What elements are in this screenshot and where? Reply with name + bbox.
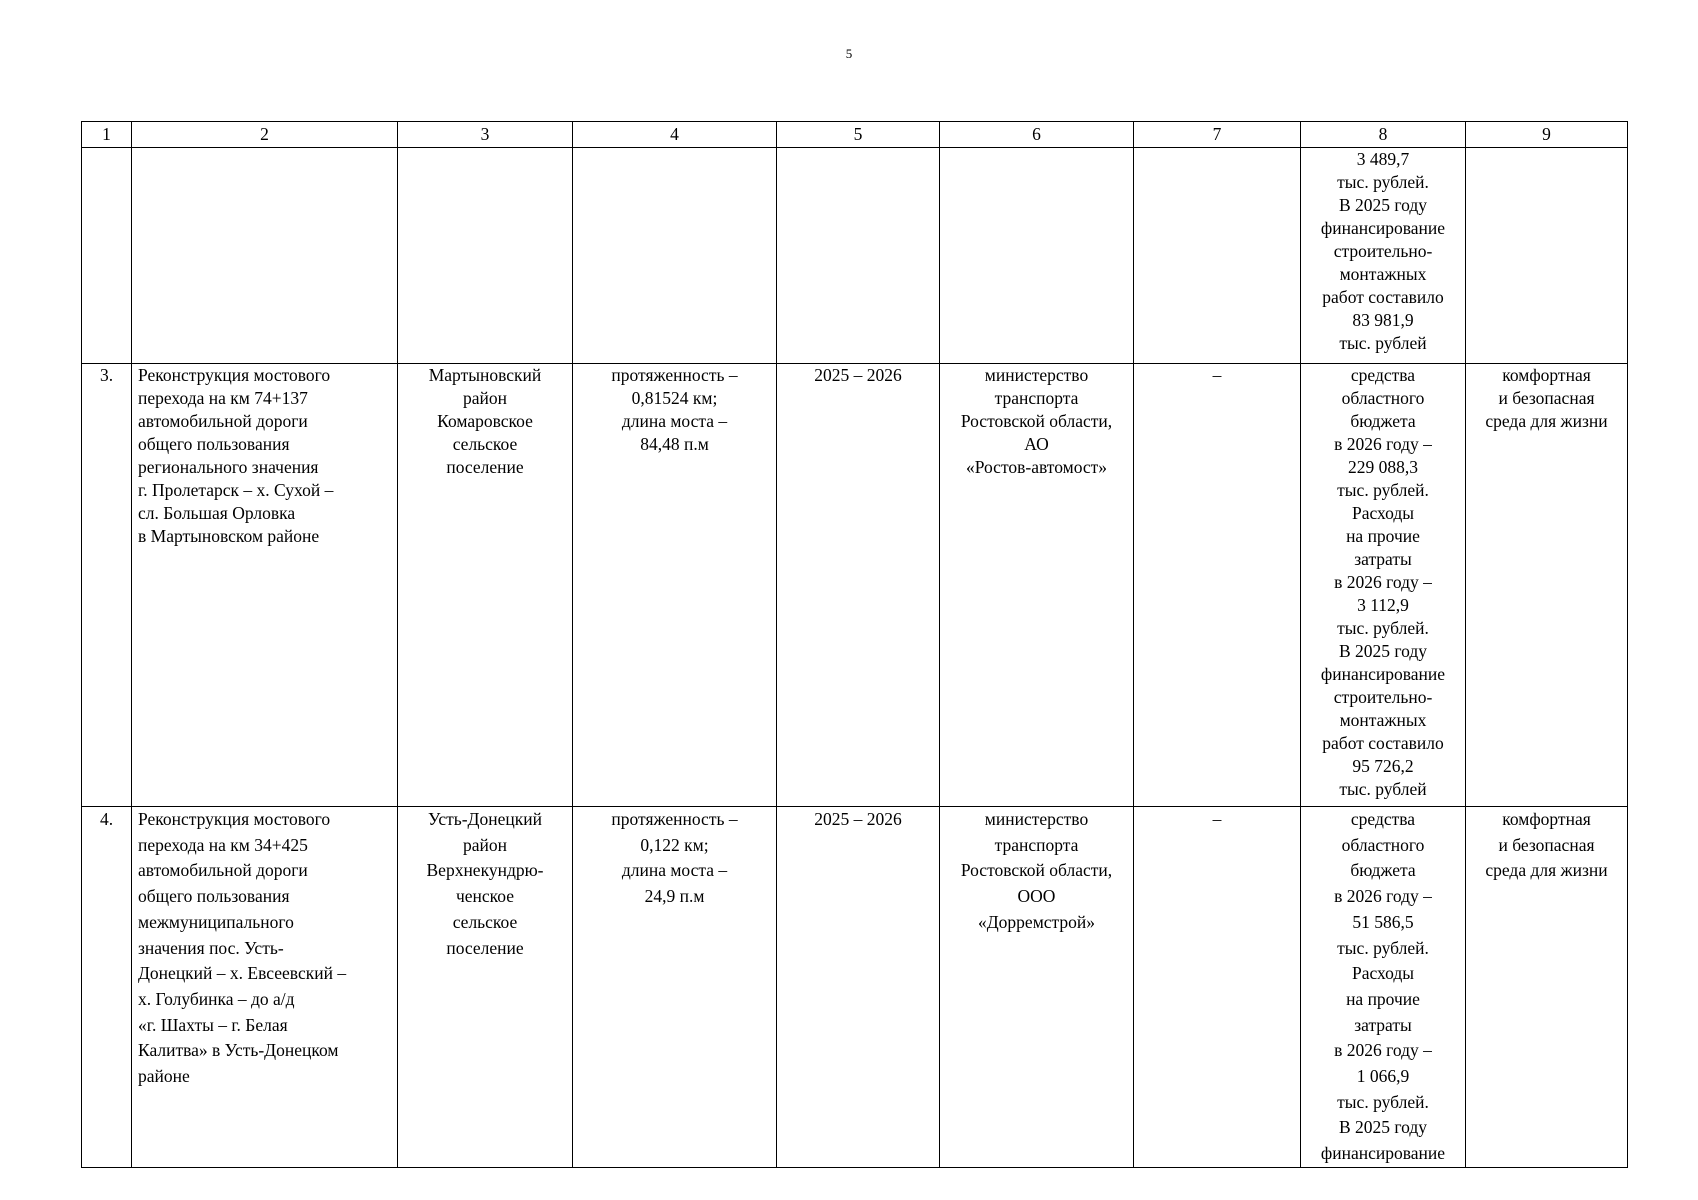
- table-header-row: [82, 122, 1628, 148]
- column-7-cell: [1134, 148, 1301, 364]
- cell-text-line: Комаровское: [437, 411, 533, 431]
- column-header: 9: [1466, 122, 1628, 148]
- location-cell: [398, 148, 573, 364]
- cell-text-line: в 2026 году –: [1334, 572, 1432, 592]
- cell-text-line: на прочие: [1346, 988, 1420, 1009]
- cell-text-line: протяженность –: [611, 365, 738, 385]
- row-number-cell: 3.: [82, 364, 132, 807]
- cell-text-line: монтажных: [1339, 710, 1427, 730]
- cell-text-line: тыс. рублей.: [1337, 172, 1429, 192]
- cell-text-line: 51 586,5: [1352, 911, 1414, 932]
- object-name-cell: [132, 364, 398, 807]
- cell-text-line: министерство: [984, 809, 1089, 829]
- cell-text-line: сельское: [452, 434, 518, 454]
- data-table: [81, 121, 1628, 1168]
- cell-text-line: Мартыновский: [428, 365, 542, 385]
- period-cell: 2025 – 2026: [777, 364, 940, 807]
- cell-text-line: транспорта: [994, 834, 1079, 855]
- row-number-cell: [82, 148, 132, 364]
- cell-text-line: 0,81524 км;: [631, 388, 718, 408]
- cell-text-line: и безопасная: [1498, 834, 1595, 855]
- cell-text-line: Донецкий – х. Евсеевский –: [138, 963, 347, 984]
- cell-text-line: и безопасная: [1498, 388, 1595, 408]
- cell-text-line: тыс. рублей.: [1337, 480, 1429, 500]
- cell-text-line: Расходы: [1351, 503, 1415, 523]
- cell-text-line: в 2026 году –: [1334, 434, 1432, 454]
- capacity-cell: [573, 364, 777, 807]
- cell-text-line: Верхнекундрю-: [426, 860, 544, 881]
- cell-text-line: 229 088,3: [1348, 457, 1418, 477]
- cell-text-line: на прочие: [1346, 526, 1420, 546]
- cell-text-line: монтажных: [1339, 264, 1427, 284]
- cell-text-line: финансирование: [1320, 218, 1446, 238]
- cell-text-line: общего пользования: [138, 434, 290, 454]
- cell-text-line: ченское: [455, 886, 515, 907]
- cell-text-line: Расходы: [1351, 963, 1415, 984]
- cell-text-line: 84,48 п.м: [640, 434, 709, 454]
- table-row: [82, 148, 1628, 364]
- executor-cell: [940, 364, 1134, 807]
- period-cell: 2025 – 2026: [777, 807, 940, 1168]
- executor-cell: [940, 148, 1134, 364]
- cell-text-line: Ростовской области,: [960, 411, 1113, 431]
- cell-text-line: среда для жизни: [1485, 411, 1608, 431]
- cell-text-line: межмуниципального: [138, 911, 294, 932]
- capacity-cell: [573, 807, 777, 1168]
- column-7-cell: –: [1134, 807, 1301, 1168]
- cell-text-line: перехода на км 34+425: [138, 834, 308, 855]
- column-header: 1: [82, 122, 132, 148]
- cell-text-line: 83 981,9: [1352, 310, 1414, 330]
- column-header: 8: [1301, 122, 1466, 148]
- cell-text-line: «г. Шахты – г. Белая: [138, 1014, 288, 1035]
- cell-text-line: комфортная: [1502, 365, 1591, 385]
- capacity-cell: [573, 148, 777, 364]
- cell-text-line: сл. Большая Орловка: [138, 503, 296, 523]
- cell-text-line: в Мартыновском районе: [138, 526, 320, 546]
- cell-text-line: АО: [1024, 434, 1049, 454]
- cell-text-line: «Ростов-автомост»: [965, 457, 1108, 477]
- cell-text-line: тыс. рублей.: [1337, 618, 1429, 638]
- cell-text-line: Усть-Донецкий: [428, 809, 542, 829]
- cell-text-line: перехода на км 74+137: [138, 388, 308, 408]
- cell-text-line: министерство: [984, 365, 1089, 385]
- cell-text-line: бюджета: [1350, 860, 1416, 881]
- column-header: 5: [777, 122, 940, 148]
- cell-text-line: среда для жизни: [1485, 860, 1608, 881]
- cell-text-line: областного: [1341, 388, 1425, 408]
- cell-text-line: поселение: [446, 937, 524, 958]
- column-header: 2: [132, 122, 398, 148]
- page-number: 5: [845, 46, 853, 61]
- location-cell: [398, 807, 573, 1168]
- cell-text-line: длина моста –: [621, 411, 728, 431]
- cell-text-line: 1 066,9: [1356, 1066, 1410, 1087]
- cell-text-line: сельское: [452, 911, 518, 932]
- cell-text-line: 3 112,9: [1357, 595, 1409, 615]
- cell-text-line: тыс. рублей.: [1337, 937, 1429, 958]
- cell-text-line: работ составило: [1322, 287, 1444, 307]
- column-7-cell: –: [1134, 364, 1301, 807]
- funding-cell: [1301, 148, 1466, 364]
- result-cell: [1466, 364, 1628, 807]
- cell-text-line: Реконструкция мостового: [138, 365, 331, 385]
- cell-text-line: 3 489,7: [1356, 149, 1410, 169]
- result-cell: [1466, 807, 1628, 1168]
- funding-cell: [1301, 364, 1466, 807]
- cell-text-line: х. Голубинка – до а/д: [138, 988, 295, 1009]
- cell-text-line: финансирование: [1320, 664, 1446, 684]
- cell-text-line: областного: [1341, 834, 1425, 855]
- cell-text-line: финансирование: [1320, 1143, 1446, 1164]
- cell-text-line: строительно-: [1333, 687, 1433, 707]
- cell-text-line: длина моста –: [621, 860, 728, 881]
- cell-text-line: автомобильной дороги: [138, 860, 308, 881]
- cell-text-line: г. Пролетарск – х. Сухой –: [138, 480, 334, 500]
- cell-text-line: 95 726,2: [1352, 756, 1414, 776]
- cell-text-line: 0,122 км;: [640, 834, 709, 855]
- cell-text-line: тыс. рублей: [1339, 333, 1427, 353]
- cell-text-line: работ составило: [1322, 733, 1444, 753]
- funding-cell: [1301, 807, 1466, 1168]
- row-number-cell: 4.: [82, 807, 132, 1168]
- cell-text-line: значения пос. Усть-: [138, 937, 284, 958]
- cell-text-line: Ростовской области,: [960, 860, 1113, 881]
- cell-text-line: средства: [1350, 365, 1416, 385]
- cell-text-line: район: [463, 834, 507, 855]
- cell-text-line: затраты: [1354, 549, 1412, 569]
- cell-text-line: район: [463, 388, 507, 408]
- cell-text-line: затраты: [1354, 1014, 1412, 1035]
- cell-text-line: В 2025 году: [1338, 195, 1428, 215]
- location-cell: [398, 364, 573, 807]
- cell-text-line: в 2026 году –: [1334, 1040, 1432, 1061]
- column-header: 4: [573, 122, 777, 148]
- cell-text-line: ООО: [1017, 886, 1056, 907]
- cell-text-line: В 2025 году: [1338, 1117, 1428, 1138]
- cell-text-line: средства: [1350, 809, 1416, 829]
- cell-text-line: протяженность –: [611, 809, 738, 829]
- cell-text-line: строительно-: [1333, 241, 1433, 261]
- cell-text-line: транспорта: [994, 388, 1079, 408]
- cell-text-line: автомобильной дороги: [138, 411, 308, 431]
- cell-text-line: бюджета: [1350, 411, 1416, 431]
- cell-text-line: регионального значения: [138, 457, 319, 477]
- object-name-cell: [132, 807, 398, 1168]
- cell-text-line: в 2026 году –: [1334, 886, 1432, 907]
- column-header: 7: [1134, 122, 1301, 148]
- column-header: 3: [398, 122, 573, 148]
- cell-text-line: 24,9 п.м: [644, 886, 705, 907]
- cell-text-line: Калитва» в Усть-Донецком: [138, 1040, 339, 1061]
- cell-text-line: тыс. рублей.: [1337, 1091, 1429, 1112]
- table-row: [82, 364, 1628, 807]
- object-name-cell: [132, 148, 398, 364]
- period-cell: [777, 148, 940, 364]
- cell-text-line: общего пользования: [138, 886, 290, 907]
- cell-text-line: Реконструкция мостового: [138, 809, 331, 829]
- cell-text-line: районе: [138, 1066, 190, 1087]
- column-header: 6: [940, 122, 1134, 148]
- executor-cell: [940, 807, 1134, 1168]
- cell-text-line: тыс. рублей: [1339, 779, 1427, 799]
- result-cell: [1466, 148, 1628, 364]
- table-row: [82, 807, 1628, 1168]
- cell-text-line: «Дорремстрой»: [977, 911, 1096, 932]
- cell-text-line: поселение: [446, 457, 524, 477]
- cell-text-line: В 2025 году: [1338, 641, 1428, 661]
- cell-text-line: комфортная: [1502, 809, 1591, 829]
